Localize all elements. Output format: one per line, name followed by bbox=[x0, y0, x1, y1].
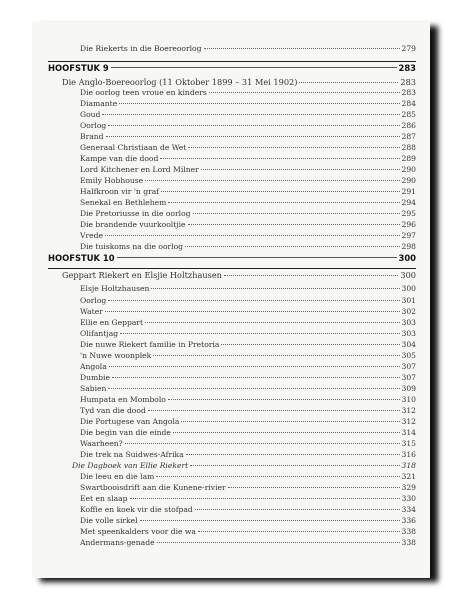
toc-entry-title: Die tuiskoms na die oorlog bbox=[80, 242, 184, 251]
dot-leader bbox=[188, 146, 399, 148]
toc-page-number: 290 bbox=[401, 176, 416, 185]
dot-leader bbox=[120, 332, 399, 334]
toc-entry-title: Sabien bbox=[80, 384, 107, 393]
toc-page-number: 305 bbox=[401, 351, 416, 360]
toc-page-number: 307 bbox=[401, 373, 416, 382]
toc-entry-title: Eet en slaap bbox=[80, 494, 128, 503]
toc-entry-title: Oorlog bbox=[80, 296, 107, 305]
dot-leader bbox=[173, 431, 400, 433]
chapter-divider bbox=[48, 268, 416, 269]
dot-leader bbox=[193, 212, 400, 214]
dot-leader bbox=[228, 486, 400, 488]
toc-page-number: 288 bbox=[401, 143, 416, 152]
toc-page-number: 302 bbox=[401, 307, 416, 316]
toc-page-number: 312 bbox=[401, 406, 416, 415]
dot-leader bbox=[186, 453, 400, 455]
dot-leader bbox=[209, 91, 400, 93]
toc-page-number: 330 bbox=[401, 494, 416, 503]
toc-page-number: 304 bbox=[401, 340, 416, 349]
toc-page-number: 334 bbox=[401, 505, 416, 514]
dot-leader bbox=[130, 497, 400, 499]
toc-page-number: 316 bbox=[401, 450, 416, 459]
toc-entry-title: Die Portugese van Angola bbox=[80, 417, 180, 426]
dot-leader bbox=[153, 354, 399, 356]
toc-entry-title: Kampe van die dood bbox=[80, 154, 159, 163]
toc-entry bbox=[80, 538, 416, 550]
toc-page-number: 303 bbox=[401, 318, 416, 327]
dot-leader bbox=[168, 201, 399, 203]
dot-leader bbox=[108, 387, 399, 389]
toc-entry-title: Elsje Holtzhausen bbox=[80, 284, 150, 293]
toc-entry-title: Halfkroon vir 'n graf bbox=[80, 187, 160, 196]
toc-entry-title: Andermans-genade bbox=[80, 538, 155, 547]
toc-page-number: 289 bbox=[401, 154, 416, 163]
toc-page-number: 286 bbox=[401, 121, 416, 130]
toc-chapter-heading bbox=[48, 63, 416, 75]
toc-entry-title: Lord Kitchener en Lord Milner bbox=[80, 165, 199, 174]
toc-entry-title: Geppart Riekert en Elsjie Holtzhausen bbox=[62, 270, 222, 280]
toc-page-number: 294 bbox=[401, 198, 416, 207]
dot-leader bbox=[119, 102, 399, 104]
dot-leader bbox=[161, 190, 399, 192]
toc-page-number: 301 bbox=[401, 296, 416, 305]
toc-entry-title: Die oorlog teen vroue en kinders bbox=[80, 88, 207, 97]
dot-leader bbox=[140, 519, 400, 521]
toc-entry-title: Die Riekerts in die Boereoorlog bbox=[80, 44, 202, 53]
dot-leader bbox=[299, 81, 398, 83]
toc-entry-title: Generaal Christiaan de Wet bbox=[80, 143, 187, 152]
toc-page-number: 290 bbox=[401, 165, 416, 174]
toc-entry-title: Diamante bbox=[80, 99, 118, 108]
toc-page-number: 307 bbox=[401, 362, 416, 371]
toc-page-number: 300 bbox=[400, 270, 416, 280]
dot-leader bbox=[156, 475, 399, 477]
dot-leader bbox=[105, 310, 400, 312]
toc-entry-title: Dumbie bbox=[80, 373, 110, 382]
toc-entry bbox=[80, 284, 416, 296]
dot-leader bbox=[111, 66, 397, 68]
toc-page-number: 300 bbox=[398, 253, 416, 263]
toc-page-number: 318 bbox=[401, 461, 416, 470]
toc-entry-title: Senekal en Bethlehem bbox=[80, 198, 167, 207]
toc-section-heading bbox=[62, 270, 416, 282]
toc-page-number: 329 bbox=[401, 483, 416, 492]
toc-entry-title: Humpata en Mombolo bbox=[80, 395, 166, 404]
toc-entry-title: Swartbooisdrift aan die Kunene-rivier bbox=[80, 483, 226, 492]
dot-leader bbox=[125, 442, 400, 444]
toc-entry bbox=[80, 44, 416, 56]
dot-leader bbox=[105, 234, 400, 236]
toc-entry-title: Koffie en koek vir die stofpad bbox=[80, 505, 193, 514]
toc-entry-title: Ellie en Geppart bbox=[80, 318, 144, 327]
dot-leader bbox=[157, 541, 400, 543]
dot-leader bbox=[195, 508, 400, 510]
toc-page-number: 291 bbox=[401, 187, 416, 196]
chapter-divider bbox=[48, 61, 416, 62]
toc-page-number: 315 bbox=[401, 439, 416, 448]
toc-entry-title: HOOFSTUK 9 bbox=[48, 63, 109, 73]
toc-entry-title: Goud bbox=[80, 110, 101, 119]
toc-entry-title: Brand bbox=[80, 132, 104, 141]
toc-entry-title: Die brandende vuurkooltjie bbox=[80, 220, 186, 229]
toc-page-number: 283 bbox=[398, 63, 416, 73]
book-page bbox=[32, 22, 430, 578]
toc-entry-title: HOOFSTUK 10 bbox=[48, 253, 115, 263]
toc-entry-title: Oorlog bbox=[80, 121, 107, 130]
dot-leader bbox=[221, 343, 399, 345]
dot-leader bbox=[108, 124, 399, 126]
toc-page-number: 296 bbox=[401, 220, 416, 229]
dot-leader bbox=[198, 530, 400, 532]
dot-leader bbox=[168, 398, 400, 400]
toc-page-number: 285 bbox=[401, 110, 416, 119]
toc-entry-title: Die volle sirkel bbox=[80, 516, 138, 525]
toc-entry-title: Olifantjag bbox=[80, 329, 119, 338]
dot-leader bbox=[102, 113, 399, 115]
toc-page-number: 284 bbox=[401, 99, 416, 108]
toc-page-number: 287 bbox=[401, 132, 416, 141]
dot-leader bbox=[190, 464, 399, 466]
dot-leader bbox=[201, 168, 400, 170]
dot-leader bbox=[109, 365, 400, 367]
toc-page-number: 312 bbox=[401, 417, 416, 426]
toc-chapter-heading bbox=[48, 253, 416, 265]
dot-leader bbox=[112, 376, 400, 378]
toc-page-number: 338 bbox=[401, 538, 416, 547]
dot-leader bbox=[204, 47, 400, 49]
dot-leader bbox=[181, 420, 399, 422]
toc-entry-title: Water bbox=[80, 307, 103, 316]
dot-leader bbox=[145, 321, 399, 323]
toc-page-number: 295 bbox=[401, 209, 416, 218]
toc-page-number: 321 bbox=[401, 472, 416, 481]
toc-page-number: 310 bbox=[401, 395, 416, 404]
toc-entry-title: Die trek na Suidwes-Afrika bbox=[80, 450, 184, 459]
dot-leader bbox=[185, 245, 399, 247]
dot-leader bbox=[224, 274, 398, 276]
toc-page-number: 309 bbox=[401, 384, 416, 393]
toc-page-number: 303 bbox=[401, 329, 416, 338]
toc-entry-title: 'n Nuwe woonplek bbox=[80, 351, 152, 360]
dot-leader bbox=[160, 157, 399, 159]
dot-leader bbox=[108, 299, 399, 301]
toc-entry-title: Angola bbox=[80, 362, 107, 371]
dot-leader bbox=[188, 223, 400, 225]
dot-leader bbox=[106, 135, 400, 137]
toc-entry-title: Die Pretoriusse in die oorlog bbox=[80, 209, 191, 218]
toc-page-number: 314 bbox=[401, 428, 416, 437]
toc-entry-title: Die nuwe Riekert familie in Pretoria bbox=[80, 340, 220, 349]
dot-leader bbox=[145, 179, 399, 181]
toc-page-number: 300 bbox=[401, 284, 416, 293]
toc-entry-title: Met speenkalders voor die wa bbox=[80, 527, 196, 536]
toc-entry-title: Die leeu en die lam bbox=[80, 472, 155, 481]
toc-page-number: 283 bbox=[401, 88, 416, 97]
dot-leader bbox=[151, 287, 399, 289]
toc-page-number: 283 bbox=[400, 77, 416, 87]
toc-entry-title: Emily Hobhouse bbox=[80, 176, 144, 185]
toc-page-number: 338 bbox=[401, 527, 416, 536]
toc-page-number: 298 bbox=[401, 242, 416, 251]
toc-entry-title: Die Dagboek van Ellie Riekert bbox=[72, 461, 189, 470]
dot-leader bbox=[117, 256, 397, 258]
toc-entry-title: Waarheen? bbox=[80, 439, 123, 448]
toc-entry-title: Die Anglo-Boereoorlog (11 Oktober 1899 – 31 Mei 1902) bbox=[62, 77, 298, 87]
toc-page-number: 297 bbox=[401, 231, 416, 240]
toc-page-number: 336 bbox=[401, 516, 416, 525]
dot-leader bbox=[148, 409, 400, 411]
toc-entry-title: Vrede bbox=[80, 231, 103, 240]
toc-entry-title: Die begin van die einde bbox=[80, 428, 171, 437]
toc-page-number: 279 bbox=[401, 44, 416, 53]
toc-entry-title: Tyd van die dood bbox=[80, 406, 146, 415]
